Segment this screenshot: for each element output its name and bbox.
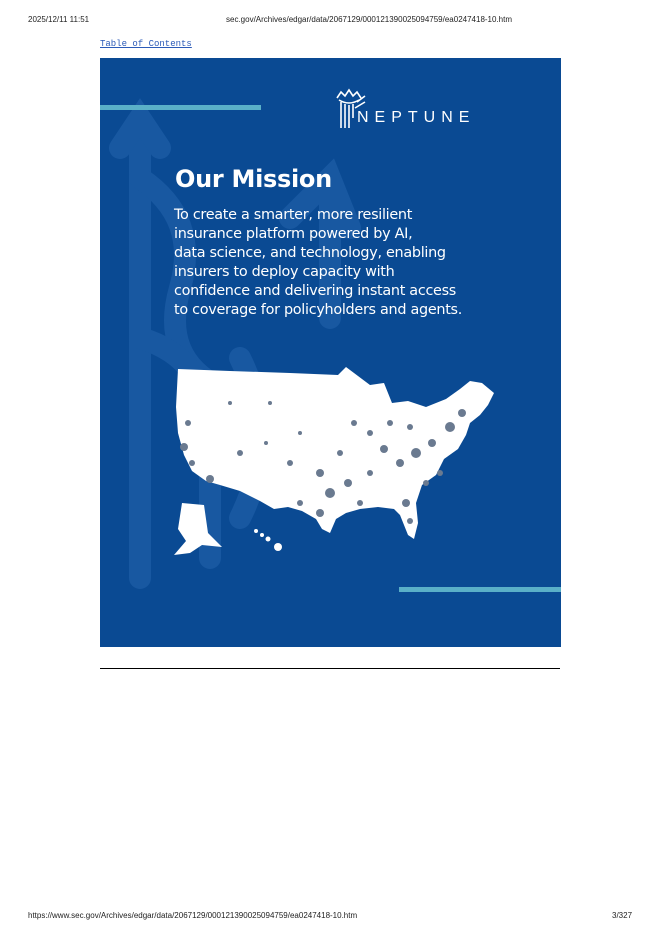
mission-line: insurance platform powered by AI, — [174, 226, 413, 242]
us-coverage-map — [170, 363, 500, 563]
print-datetime: 2025/12/11 11:51 — [28, 15, 90, 24]
contiguous-us-shape — [176, 367, 494, 539]
mission-line: to coverage for policyholders and agents. — [174, 302, 463, 318]
hawaii-islands — [254, 529, 282, 551]
neptune-logo-text: NEPTUNE — [357, 109, 476, 126]
page-divider — [100, 668, 560, 669]
mission-line: To create a smarter, more resilient — [174, 207, 413, 223]
mission-line: confidence and delivering instant access — [174, 283, 457, 299]
accent-bar-top — [100, 105, 261, 110]
print-footer-url: https://www.sec.gov/Archives/edgar/data/2067129/000121390025094759/ea0247418-10.htm — [28, 911, 358, 920]
accent-bar-bottom — [399, 587, 561, 592]
page-number: 3/327 — [612, 911, 633, 920]
table-of-contents-link[interactable]: Table of Contents — [100, 39, 192, 49]
print-header-url: sec.gov/Archives/edgar/data/2067129/000121390025094759/ea0247418-10.htm — [226, 15, 513, 24]
mission-title: Our Mission — [175, 165, 332, 193]
mission-hero-panel — [100, 58, 561, 647]
alaska-shape — [174, 503, 222, 555]
mission-line: data science, and technology, enabling — [174, 245, 446, 261]
mission-line: insurers to deploy capacity with — [174, 264, 395, 280]
mission-statement — [174, 206, 474, 320]
